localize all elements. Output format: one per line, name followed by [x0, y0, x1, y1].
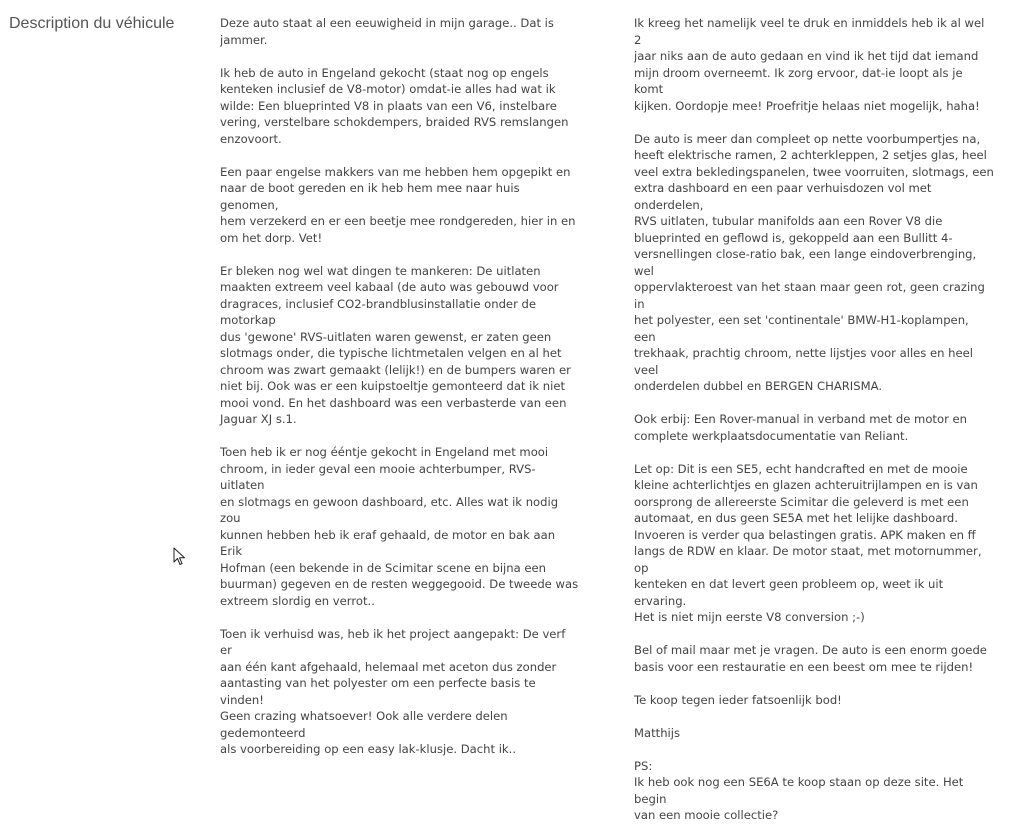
description-paragraph: De auto is meer dan compleet op nette voorbumpertjes na, heeft elektrische ramen, 2 achterkleppen, 2 setjes glas, heel veel extra bekledingspanelen, twee voorruiten, slotmags, een extra dashboard en een paar verhuisdozen vol met onderdelen, RVS uitlaten, tubular manifolds aan een Rover V8 die blueprinted en geflowd is, gekoppeld aan een Bullitt 4- versnellingen close-ratio bak, een lange eindoverbrenging, wel oppervlakteroest van het staan maar geen rot, geen crazing in het polyester, een set 'continentale' BMW-H1-koplampen, een trekhaak, prachtig chroom, nette lijstjes voor alles en heel veel onderdelen dubbel en BERGEN CHARISMA. [634, 131, 994, 393]
description-paragraph: Deze auto staat al een eeuwigheid in mijn garage.. Dat is jammer. [220, 16, 554, 47]
description-signature: Matthijs [634, 725, 681, 740]
description-paragraph: Ik heb de auto in Engeland gekocht (staat nog op engels kenteken inclusief de V8-motor) omdat-ie alles had wat ik wilde: Een blueprinted V8 in plaats van een V6, instelbare vering, verstelbare schokdempers, braided RVS remslangen enzovoort. [220, 65, 569, 146]
description-right-column [634, 15, 994, 824]
description-paragraph: Toen ik verhuisd was, heb ik het project aangepakt: De verf er aan één kant afgehaald, helemaal met aceton dus zonder aantasting van het polyester om een perfecte basis te vinden! Geen crazing whatsoever! Ook alle verdere delen gedemonteerd als voorbereiding op een easy lak-klusje. Dacht ik.. [220, 626, 566, 756]
description-paragraph: Er bleken nog wel wat dingen te mankeren: De uitlaten maakten extreem veel kabaal (de auto was gebouwd voor dragraces, inclusief CO2-brandblusinstallatie onder de motorkap dus 'gewone' RVS-uitlaten waren gewenst, er zaten geen slotmags onder, die typische lichtmetalen velgen en al het chroom was zwart gemaakt (lelijk!) en de bumpers waren er niet bij. Ook was er een kuipstoeltje gemonteerd dat ik niet mooi vond. En het dashboard was een verbasterde van een Jaguar XJ s.1. [220, 263, 571, 426]
description-paragraph: Ook erbij: Een Rover-manual in verband met de motor en complete werkplaatsdocumentatie van Reliant. [634, 412, 968, 443]
description-paragraph: Te koop tegen ieder fatsoenlijk bod! [634, 692, 842, 707]
mouse-pointer-icon [173, 547, 187, 567]
description-paragraph: Ik kreeg het namelijk veel te druk en inmiddels heb ik al wel 2 jaar niks aan de auto gedaan en vind ik het tijd dat iemand mijn droom overneemt. Ik zorg ervoor, dat-ie loopt als je komt kijken. Oordopje mee! Proefritje helaas niet mogelijk, haha! [634, 16, 985, 113]
description-paragraph: Toen heb ik er nog ééntje gekocht in Engeland met mooi chroom, in ieder geval een mooie achterbumper, RVS-uitlaten en slotmags en gewoon dashboard, etc. Alles wat ik nodig zou kunnen hebben heb ik eraf gehaald, de motor en bak aan Erik Hofman (een bekende in de Scimitar scene en bijna een buurman) gegeven en de resten weggegooid. De tweede was extreem slordig en verrot.. [220, 445, 579, 608]
section-label: Description du véhicule [9, 15, 175, 32]
description-postscript: PS: Ik heb ook nog een SE6A te koop staan op deze site. Het begin van een mooie collectie? [634, 758, 964, 822]
description-paragraph: Een paar engelse makkers van me hebben hem opgepikt en naar de boot gereden en ik heb hem mee naar huis genomen, hem verzekerd en er een beetje mee rondgereden, hier in en om het dorp. Vet! [220, 164, 576, 245]
description-paragraph: Bel of mail maar met je vragen. De auto is een enorm goede basis voor een restauratie en een beest om mee te rijden! [634, 643, 987, 674]
description-paragraph: Let op: Dit is een SE5, echt handcrafted en met de mooie kleine achterlichtjes en glazen achteruitrijlampen en is van oorsprong de allereerste Scimitar die geleverd is met een automaat, en dus geen SE5A met het lelijke dashboard. Invoeren is verder qua belastingen gratis. APK maken en ff langs de RDW en klaar. De motor staat, met motornummer, op kenteken en dat levert geen probleem op, weet ik uit ervaring. Het is niet mijn eerste V8 conversion ;-) [634, 461, 982, 624]
description-left-column [220, 15, 580, 758]
